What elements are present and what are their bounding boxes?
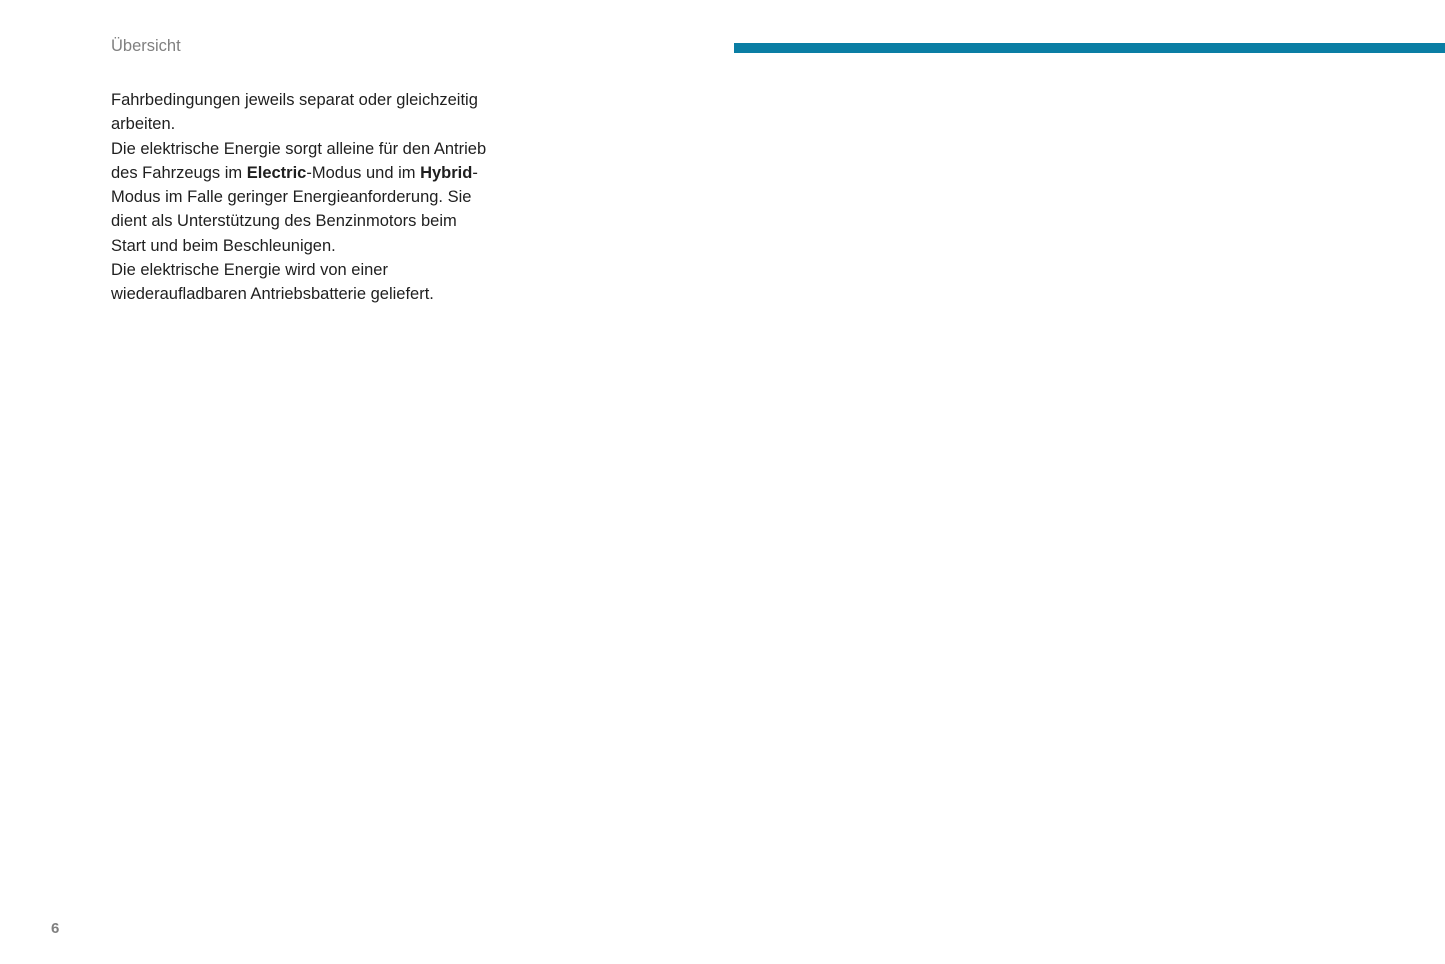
text-line [111,137,531,161]
text-run: - [472,163,478,182]
text-line [111,258,531,282]
text-run: Modus im Falle geringer Energieanforderung. Sie [111,188,472,207]
text-run: Die elektrische Energie wird von einer [111,261,388,280]
text-run: Fahrbedingungen jeweils separat oder gleichzeitig [111,91,478,109]
text-line [111,282,531,306]
bold-term: Hybrid [420,163,473,182]
text-line [111,185,531,209]
text-run: des Fahrzeugs im [111,163,247,182]
text-run: Start und beim Beschleunigen. [111,236,336,255]
text-run: Die elektrische Energie sorgt alleine für den Antrieb [111,139,487,158]
text-line [111,88,531,112]
text-run: wiederaufladbaren Antriebsbatterie geliefert. [111,285,434,304]
section-title: Übersicht [111,37,181,55]
text-line [111,112,531,136]
text-run: dient als Unterstützung des Benzinmotors beim [111,212,457,231]
text-line [111,161,531,185]
text-run: -Modus und im [306,163,421,182]
text-line [111,234,531,258]
header-accent-bar [734,43,1445,53]
body-paragraph [111,88,531,307]
text-line [111,209,531,233]
bold-term: Electric [246,163,307,182]
page-number: 6 [51,920,60,937]
text-run: arbeiten. [111,115,176,134]
